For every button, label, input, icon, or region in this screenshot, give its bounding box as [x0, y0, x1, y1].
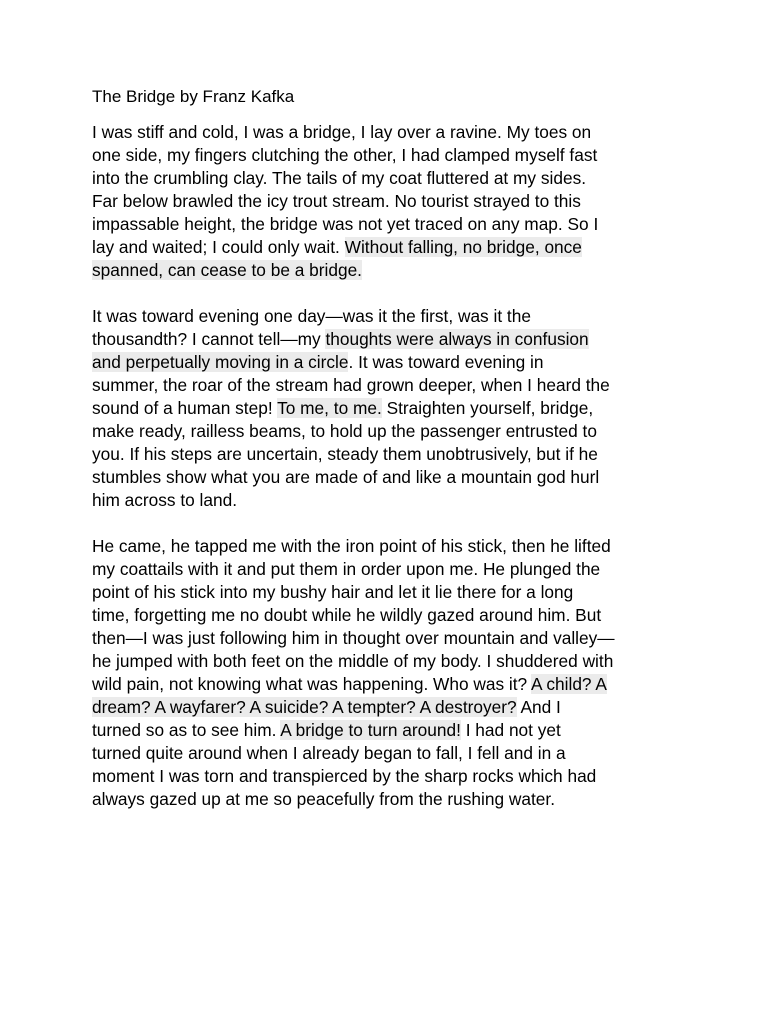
text-line: [92, 627, 672, 650]
document-title: The Bridge by Franz Kafka: [92, 87, 295, 106]
text-line: [92, 167, 672, 190]
text-segment: you. If his steps are uncertain, steady them unobtrusively, but if he: [92, 444, 598, 464]
text-line: [92, 719, 672, 742]
text-line: [92, 328, 672, 351]
text-segment: It was toward evening one day—was it the first, was it the: [92, 306, 531, 326]
text-segment: lay and waited; I could only wait.: [92, 237, 345, 257]
text-line: [92, 236, 672, 259]
text-segment: stumbles show what you are made of and like a mountain god hurl: [92, 467, 600, 487]
text-segment: thousandth? I cannot tell—my: [92, 329, 326, 349]
text-line: [92, 742, 672, 765]
highlighted-text: and perpetually moving in a circle: [92, 352, 349, 372]
text-line: [92, 420, 672, 443]
text-segment: He came, he tapped me with the iron point of his stick, then he lifted: [92, 536, 611, 556]
text-segment: make ready, railless beams, to hold up the passenger entrusted to: [92, 421, 597, 441]
paragraph: [92, 535, 672, 811]
text-line: [92, 259, 672, 282]
text-segment: point of his stick into my bushy hair and let it lie there for a long: [92, 582, 574, 602]
text-segment: impassable height, the bridge was not yet traced on any map. So I: [92, 214, 599, 234]
text-segment: I had not yet: [460, 720, 561, 740]
highlighted-text: thoughts were always in confusion: [325, 329, 589, 349]
text-segment: summer, the roar of the stream had grown deeper, when I heard the: [92, 375, 610, 395]
text-segment: moment I was torn and transpierced by the sharp rocks which had: [92, 766, 597, 786]
highlighted-text: A bridge to turn around!: [280, 720, 461, 740]
text-segment: . It was toward evening in: [348, 352, 544, 372]
text-segment: time, forgetting me no doubt while he wildly gazed around him. But: [92, 605, 602, 625]
highlighted-text: To me, to me.: [277, 398, 382, 418]
text-segment: always gazed up at me so peacefully from the rushing water.: [92, 789, 555, 809]
highlighted-text: spanned, can cease to be a bridge.: [92, 260, 362, 280]
text-segment: Far below brawled the icy trout stream. No tourist strayed to this: [92, 191, 581, 211]
text-segment: one side, my fingers clutching the other, I had clamped myself fast: [92, 145, 598, 165]
text-segment: And I: [516, 697, 561, 717]
document-body: [92, 86, 672, 811]
text-line: [92, 144, 672, 167]
paragraph: [92, 121, 672, 282]
text-line: [92, 466, 672, 489]
text-line: [92, 604, 672, 627]
text-segment: turned quite around when I already began to fall, I fell and in a: [92, 743, 566, 763]
highlighted-text: dream? A wayfarer? A suicide? A tempter? A destroyer?: [92, 697, 517, 717]
text-segment: him across to land.: [92, 490, 238, 510]
text-line: [92, 305, 672, 328]
text-line: [92, 696, 672, 719]
text-line: [92, 489, 672, 512]
highlighted-text: Without falling, no bridge, once: [344, 237, 582, 257]
text-segment: wild pain, not knowing what was happening. Who was it?: [92, 674, 532, 694]
text-line: [92, 558, 672, 581]
text-line: [92, 581, 672, 604]
text-segment: I was stiff and cold, I was a bridge, I lay over a ravine. My toes on: [92, 122, 592, 142]
paragraph: [92, 305, 672, 512]
text-segment: then—I was just following him in thought over mountain and valley—: [92, 628, 615, 648]
text-line: [92, 535, 672, 558]
text-segment: he jumped with both feet on the middle of my body. I shuddered with: [92, 651, 614, 671]
text-line: [92, 190, 672, 213]
text-line: [92, 397, 672, 420]
text-line: [92, 788, 672, 811]
text-line: [92, 673, 672, 696]
text-line: [92, 351, 672, 374]
text-line: [92, 121, 672, 144]
text-line: [92, 650, 672, 673]
text-line: [92, 765, 672, 788]
text-line: [92, 213, 672, 236]
text-segment: my coattails with it and put them in order upon me. He plunged the: [92, 559, 601, 579]
text-line: [92, 374, 672, 397]
text-segment: Straighten yourself, bridge,: [381, 398, 594, 418]
text-segment: turned so as to see him.: [92, 720, 281, 740]
text-segment: into the crumbling clay. The tails of my coat fluttered at my sides.: [92, 168, 587, 188]
text-segment: sound of a human step!: [92, 398, 278, 418]
text-line: [92, 443, 672, 466]
highlighted-text: A child? A: [531, 674, 607, 694]
paragraph-container: [92, 121, 672, 811]
